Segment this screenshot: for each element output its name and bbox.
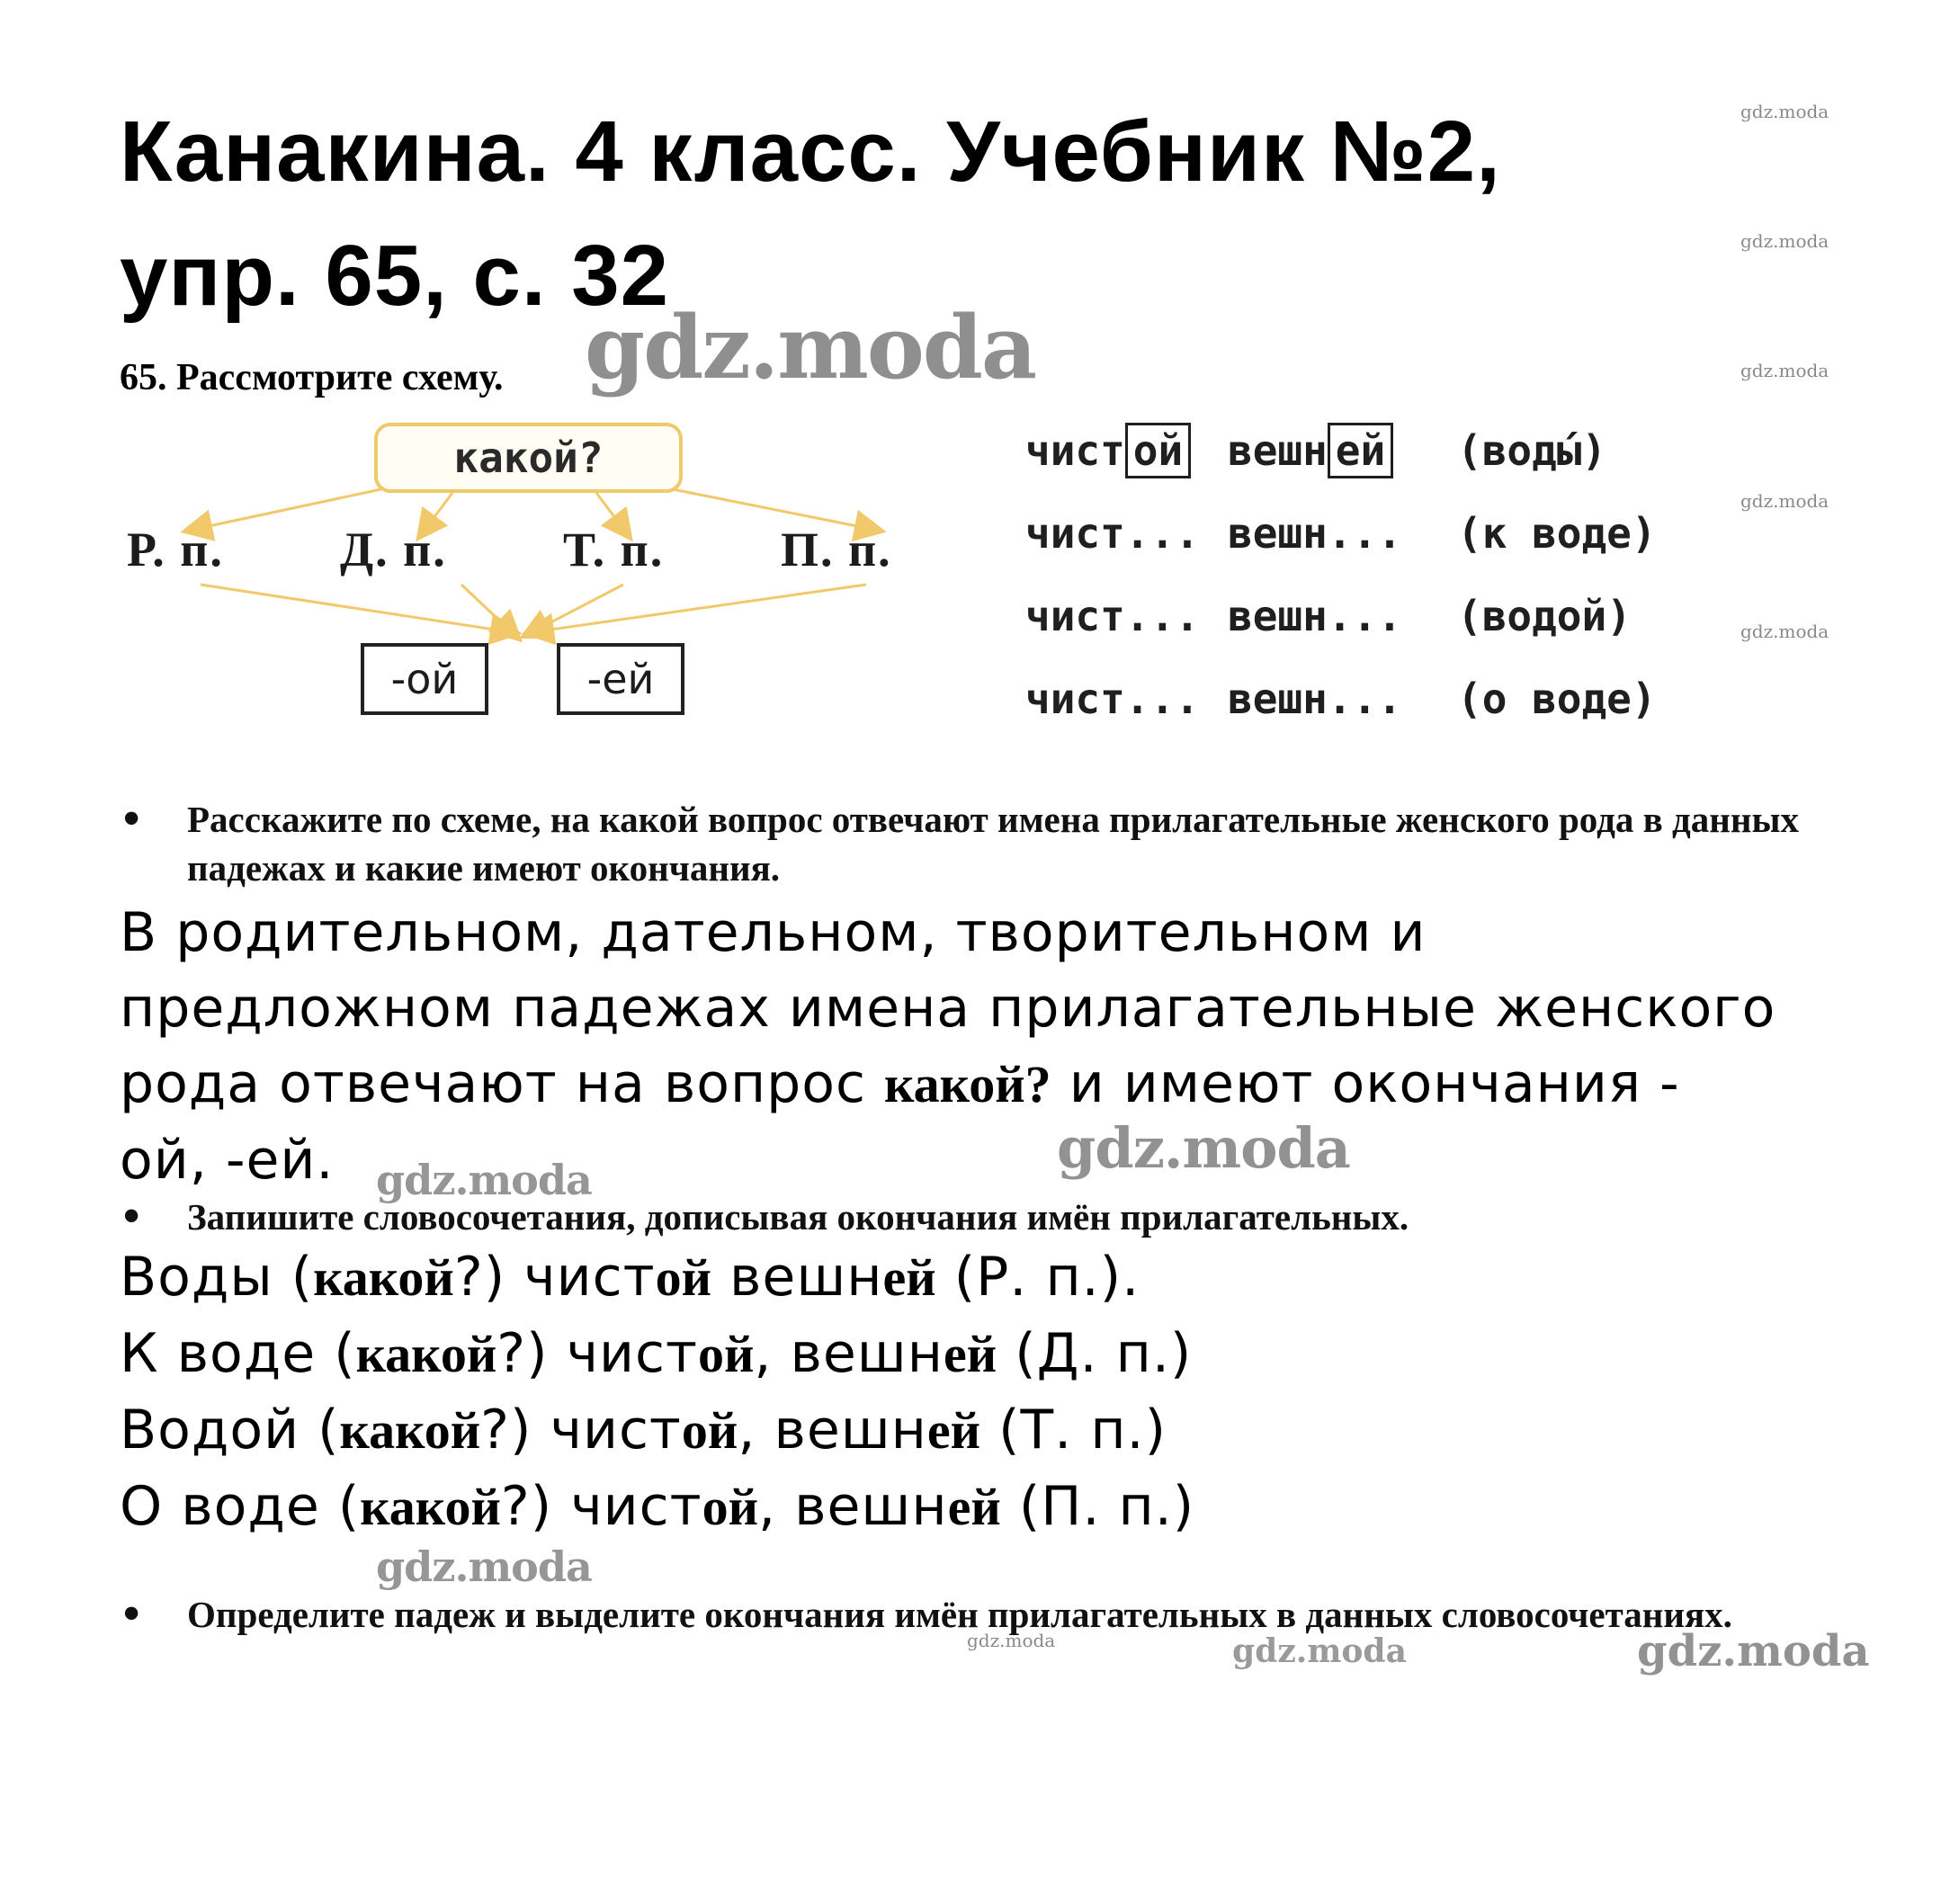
answer-text: (Д. п.) <box>997 1322 1193 1385</box>
ending-bold: ой <box>681 1401 738 1460</box>
adjective-stem: чист <box>1025 426 1125 475</box>
answer-phrase-line <box>120 1392 1901 1469</box>
bullet-dot: • <box>120 798 144 841</box>
answer-text: ?) чист <box>500 1475 702 1538</box>
example-noun: (о воде) <box>1457 675 1657 723</box>
task-heading: 65. Рассмотрите схему. <box>120 357 504 398</box>
watermark-logo: gdz.moda <box>967 1630 1056 1651</box>
example-adjective-2: вешн... <box>1228 675 1402 723</box>
answer-text: рода отвечают на вопрос <box>120 1052 885 1115</box>
example-adjective-2: вешн... <box>1228 592 1402 640</box>
task-bullet-3 <box>120 1590 1874 1639</box>
ending-bold: ой <box>697 1325 755 1383</box>
question-word: какой <box>313 1248 454 1307</box>
question-label: какой? <box>453 434 604 482</box>
watermark-logo: gdz.moda <box>1740 230 1829 252</box>
example-noun: (воды́) <box>1457 426 1607 475</box>
example-row <box>1025 492 1709 575</box>
ending-box-ey: -ей <box>557 643 684 715</box>
ending-highlight: ой <box>1125 423 1191 478</box>
case-label-instrumental: Т. п. <box>563 523 665 577</box>
watermark-logo: gdz.moda <box>1740 490 1829 512</box>
example-adjective-1: чист... <box>1025 675 1200 723</box>
watermark-logo: gdz.moda <box>1057 1115 1350 1181</box>
question-word: какой <box>360 1478 501 1536</box>
answer-text: Воды ( <box>120 1246 314 1309</box>
ending-box-oy: -ой <box>361 643 488 715</box>
task-bullet-2 <box>120 1193 1874 1241</box>
example-noun: (к воде) <box>1457 509 1657 558</box>
answer-paragraph-2 <box>120 1239 1901 1545</box>
question-word: какой <box>355 1325 497 1383</box>
task-bullet-1 <box>120 795 1874 892</box>
arrow-genitive-to-endings <box>201 585 506 631</box>
ending-bold: ой <box>655 1248 711 1307</box>
example-phrases <box>1025 409 1709 740</box>
example-adjective-1: чист... <box>1025 592 1200 640</box>
watermark-logo: gdz.moda <box>1740 621 1829 642</box>
answer-phrase-line <box>120 1316 1901 1392</box>
bullet-dot: • <box>120 1593 144 1636</box>
task-bullet-text: Расскажите по схеме, на какой вопрос отвечают имена прилагательные женского рода в данных падежах и какие имеют окончания. <box>187 799 1799 889</box>
answer-text: , вешн <box>758 1475 948 1538</box>
answer-text: ?) чист <box>453 1246 656 1309</box>
answer-phrase-line <box>120 1469 1901 1545</box>
answer-text: (П. п.) <box>1000 1475 1195 1538</box>
ending-bold: ей <box>947 1478 1001 1536</box>
question-word: какой? <box>884 1055 1051 1113</box>
example-row <box>1025 575 1709 657</box>
watermark-logo: gdz.moda <box>376 1156 592 1204</box>
bullet-dot: • <box>120 1195 144 1238</box>
watermark-logo: gdz.moda <box>1637 1626 1870 1676</box>
answer-text: К воде ( <box>120 1322 356 1385</box>
case-label-dative: Д. п. <box>340 523 447 577</box>
question-box <box>374 423 683 493</box>
watermark-logo: gdz.moda <box>376 1542 592 1591</box>
answer-text: Водой ( <box>120 1399 340 1462</box>
ending-bold: ей <box>882 1248 936 1307</box>
answer-text: (Т. п.) <box>980 1399 1167 1462</box>
adjective-stem: вешн <box>1228 426 1328 475</box>
title-line-1: Канакина. 4 класс. Учебник №2, <box>120 103 1501 200</box>
example-row <box>1025 409 1709 492</box>
example-noun: (водой) <box>1457 592 1632 640</box>
arrow-prepositional-to-endings <box>538 585 866 631</box>
answer-line: предложном падежах имена прилагательные женского <box>120 977 1776 1040</box>
answer-phrase-line <box>120 1239 1901 1316</box>
answer-line: В родительном, дательном, творительном и <box>120 901 1427 964</box>
answer-text: О воде ( <box>120 1475 361 1538</box>
case-label-prepositional: П. п. <box>781 523 892 577</box>
answer-text: (Р. п.). <box>935 1246 1140 1309</box>
watermark-logo: gdz.moda <box>1740 360 1829 381</box>
answer-line <box>120 1046 1901 1122</box>
question-word: какой <box>339 1401 481 1460</box>
answer-text: ?) чист <box>496 1322 698 1385</box>
task-bullet-text: Определите падеж и выделите окончания имён прилагательных в данных словосочетаниях. <box>187 1594 1732 1635</box>
watermark-logo: gdz.moda <box>1740 101 1829 122</box>
ending-bold: ой <box>702 1478 759 1536</box>
answer-text: , вешн <box>738 1399 927 1462</box>
example-row <box>1025 657 1709 740</box>
example-adjective-2: вешн... <box>1228 509 1402 558</box>
title-line-2: упр. 65, с. 32 <box>120 228 669 324</box>
answer-text: , вешн <box>754 1322 944 1385</box>
watermark-logo: gdz.moda <box>1232 1632 1407 1670</box>
answer-line: ой, -ей. <box>120 1129 335 1192</box>
task-bullet-text: Запишите словосочетания, дописывая окончания имён прилагательных. <box>187 1196 1409 1238</box>
watermark-logo: gdz.moda <box>585 297 1036 398</box>
ending-bold: ей <box>926 1401 981 1460</box>
ending-bold: ей <box>943 1325 997 1383</box>
answer-text: и имеют окончания - <box>1051 1052 1680 1115</box>
ending-highlight: ей <box>1328 423 1393 478</box>
answer-paragraph-1 <box>120 895 1901 1198</box>
example-adjective-2 <box>1228 423 1457 478</box>
case-label-genitive: Р. п. <box>127 523 224 577</box>
example-adjective-1: чист... <box>1025 509 1200 558</box>
answer-text: вешн <box>711 1246 883 1309</box>
answer-text: ?) чист <box>480 1399 682 1462</box>
case-scheme-diagram <box>120 414 974 737</box>
example-adjective-1 <box>1025 423 1228 478</box>
